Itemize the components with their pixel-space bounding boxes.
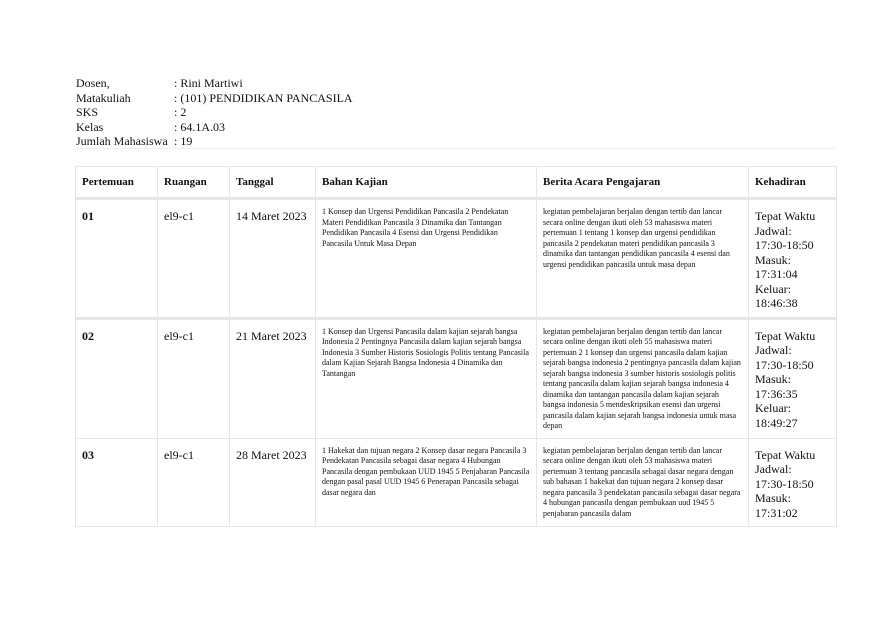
table-row (76, 199, 837, 319)
cell-kehadiran (749, 438, 837, 527)
table-row (76, 438, 837, 527)
info-value: : 19 (174, 134, 193, 148)
info-value: : 2 (174, 105, 187, 119)
info-label: Dosen, (76, 76, 110, 90)
cell-ruangan: el9-c1 (158, 438, 230, 527)
cell-kehadiran (749, 199, 837, 319)
cell-berita-acara: kegiatan pembelajaran berjalan dengan tertib dan lancar secara online dengan ikuti oleh 53 mahasiswa materi pertemuan 1 tentang 1 konsep dan urgensi pendidikan pancasila 2 pendekatan materi pendidikan pancasila 3 dinamika dan tantangan pendidikan pancasila 4 esensi dan urgensi pendidikan pancasila untuk masa depan (537, 199, 749, 319)
cell-kehadiran (749, 318, 837, 438)
kehadiran-jadwal-label: Jadwal: (755, 223, 792, 238)
cell-bahan-kajian: 1 Konsep dan Urgensi Pendidikan Pancasila 2 Pendekatan Materi Pendidikan Pancasila 3 Dinamika dan Tantangan Pendidikan Pancasila 4 Esensi dan Urgensi Pendidikan Pancasila Untuk Masa Depan (316, 199, 537, 319)
kehadiran-keluar: 18:49:27 (755, 415, 798, 430)
kehadiran-jadwal-label: Jadwal: (755, 462, 792, 476)
kehadiran-jadwal: 17:30-18:50 (755, 476, 814, 491)
kehadiran-masuk-label: Masuk: (755, 372, 791, 386)
cell-ruangan: el9-c1 (158, 318, 230, 438)
header-bahan-kajian: Bahan Kajian (316, 167, 537, 199)
kehadiran-masuk-label: Masuk: (755, 491, 791, 505)
info-value: : 64.1A.03 (174, 119, 225, 134)
cell-pertemuan: 01 (76, 199, 158, 319)
kehadiran-keluar-label: Keluar: (755, 401, 791, 415)
kehadiran-keluar-label: Keluar: (755, 281, 791, 296)
info-row-kelas (76, 120, 353, 135)
table-header-row (76, 167, 837, 199)
kehadiran-status: Tepat Waktu (755, 209, 816, 223)
course-info (76, 76, 353, 149)
info-row-matakuliah (76, 91, 353, 106)
info-row-sks (76, 105, 353, 120)
kehadiran-jadwal: 17:30-18:50 (755, 238, 814, 252)
cell-pertemuan: 03 (76, 438, 158, 527)
kehadiran-keluar: 18:46:38 (755, 296, 798, 310)
cell-bahan-kajian: 1 Hakekat dan tujuan negara 2 Konsep dasar negara Pancasila 3 Pendekatan Pancasila sebagai dasar negara 4 Hubungan Pancasila dengan pembukaan UUD 1945 5 Penjabaran Pancasila dengan pasal pasal UUD 1945 6 Penerapan Pancasila sebagai dasar negara dan (316, 438, 537, 527)
info-row-dosen (76, 76, 353, 91)
info-value: : Rini Martiwi (174, 76, 243, 90)
info-label: Kelas (76, 119, 104, 134)
kehadiran-jadwal-label: Jadwal: (755, 343, 792, 357)
divider (76, 148, 836, 149)
kehadiran-masuk: 17:36:35 (755, 386, 798, 401)
cell-tanggal: 14 Maret 2023 (230, 199, 316, 319)
header-kehadiran: Kehadiran (749, 167, 837, 199)
header-ruangan: Ruangan (158, 167, 230, 199)
cell-tanggal: 21 Maret 2023 (230, 318, 316, 438)
cell-pertemuan: 02 (76, 318, 158, 438)
cell-ruangan: el9-c1 (158, 199, 230, 319)
kehadiran-masuk: 17:31:02 (755, 505, 798, 520)
kehadiran-masuk: 17:31:04 (755, 267, 798, 281)
info-label: Matakuliah (76, 90, 131, 105)
info-row-jumlah-mahasiswa (76, 134, 353, 149)
cell-tanggal: 28 Maret 2023 (230, 438, 316, 527)
info-value: : (101) PENDIDIKAN PANCASILA (174, 90, 353, 105)
kehadiran-masuk-label: Masuk: (755, 252, 791, 267)
header-berita-acara: Berita Acara Pengajaran (537, 167, 749, 199)
cell-berita-acara: kegiatan pembelajaran berjalan dengan tertib dan lancar secara online dengan ikuti oleh 53 mahasiswa materi pertemuan 3 tentang pancasila sebagai dasar negara dengan sub bahasan 1 hakekat dan tujuan negara 2 konsep dasar negara pancasila 3 pendekatan pancasila sebagai dasar negara 4 hubungan pancasila dengan pembukaan uud 1945 5 penjabaran pancasila dalam (537, 438, 749, 527)
kehadiran-status: Tepat Waktu (755, 447, 816, 462)
info-label: Jumlah Mahasiswa (76, 134, 168, 148)
table-row (76, 318, 837, 438)
kehadiran-status: Tepat Waktu (755, 328, 816, 343)
header-tanggal: Tanggal (230, 167, 316, 199)
cell-berita-acara: kegiatan pembelajaran berjalan dengan tertib dan lancar secara online dengan ikuti oleh 55 mahasiswa materi pertemuan 2 1 konsep dan urgensi pancasila dalam kajian sejarah bangsa indonesia 2 pentingnya pancasila dalam kajian sejarah bangsa indonesia 3 sumber historis sosiologis politis tentang pancasila dalam kajian sejarah bangsa indonesia 4 dinamika dan tantangan pancasila dalam kajian sejarah bangsa indonesia 5 mendeskripsikan esensi dan urgensi pancasila dalam kajian sejarah bangsa indonesia untuk masa depan (537, 318, 749, 438)
header-pertemuan: Pertemuan (76, 167, 158, 199)
info-label: SKS (76, 105, 99, 119)
kehadiran-jadwal: 17:30-18:50 (755, 357, 814, 372)
attendance-table (75, 166, 837, 527)
cell-bahan-kajian: 1 Konsep dan Urgensi Pancasila dalam kajian sejarah bangsa Indonesia 2 Pentingnya Pancasila dalam kajian sejarah bangsa Indonesia 3 Sumber Historis Sosiologis Politis tentang Pancasila dalam Kajian Sejarah Bangsa Indonesia 4 Dinamika dan Tantangan (316, 318, 537, 438)
